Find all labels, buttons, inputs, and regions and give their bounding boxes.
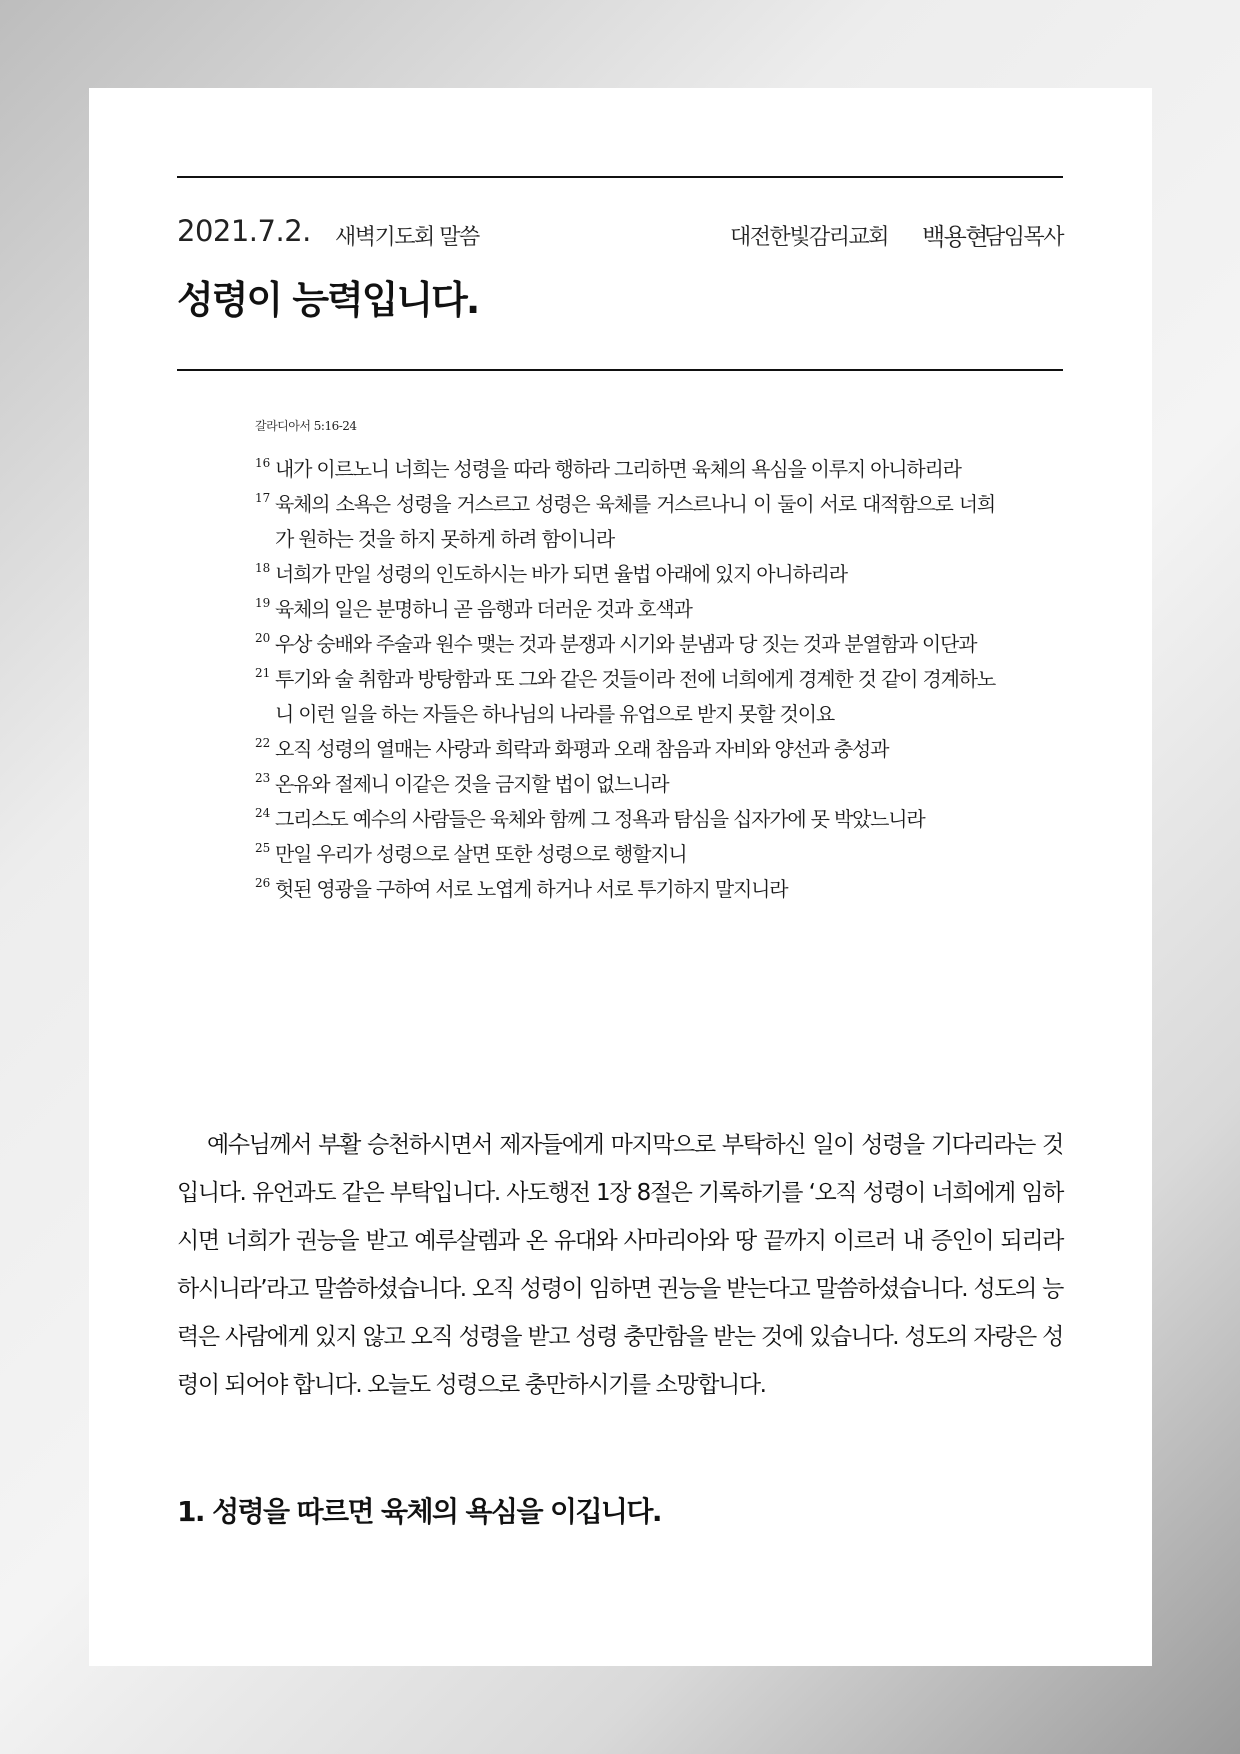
verse-text: 너희가 만일 성령의 인도하시는 바가 되면 율법 아래에 있지 아니하리라 [275,562,847,586]
verse-number: 23 [255,771,271,785]
scripture-verse-list [255,452,995,907]
scripture-verse [255,732,995,767]
verse-number: 24 [255,806,271,820]
verse-number: 17 [255,491,271,505]
scripture-reference: 갈라디아서 5:16-24 [255,419,357,433]
sermon-paragraph: 예수님께서 부활 승천하시면서 제자들에게 마지막으로 부탁하신 일이 성령을 기다리라는 것입니다. 유언과도 같은 부탁입니다. 사도행전 1장 8절은 기록하기를 ‘오직 성령이 너희에게 임하시면 너희가 권능을 받고 예루살렘과 온 유대와 사마리아와 땅 끝까지 이르러 내 증인이 되리라 하시니라’라고 말씀하셨습니다. 오직 성령이 임하면 권능을 받는다고 말씀하셨습니다. 성도의 능력은 사람에게 있지 않고 오직 성령을 받고 성령 충만함을 받는 것에 있습니다. 성도의 자랑은 성령이 되어야 합니다. 오늘도 성령으로 충만하시기를 소망합니다. [177,1132,1064,1398]
header-top-rule [177,176,1063,178]
scripture-verse [255,557,995,592]
verse-number: 18 [255,561,271,575]
document-header [177,214,1063,254]
scripture-verse [255,872,995,907]
scripture-verse [255,837,995,872]
scripture-verse [255,802,995,837]
scripture-verse [255,662,995,732]
document-page [89,88,1152,1666]
verse-text: 육체의 일은 분명하니 곧 음행과 더러운 것과 호색과 [275,597,692,621]
verse-text: 만일 우리가 성령으로 살면 또한 성령으로 행할지니 [275,842,687,866]
verse-number: 25 [255,841,271,855]
verse-number: 22 [255,736,271,750]
header-bottom-rule [177,369,1063,371]
scripture-verse [255,452,995,487]
pastor-title: 담임목사 [983,225,1063,250]
verse-number: 21 [255,666,271,680]
verse-text: 육체의 소욕은 성령을 거스르고 성령은 육체를 거스르나니 이 둘이 서로 대적함으로 너희가 원하는 것을 하지 못하게 하려 함이니라 [275,492,995,551]
verse-text: 헛된 영광을 구하여 서로 노엽게 하거나 서로 투기하지 말지니라 [275,877,788,901]
verse-number: 26 [255,876,271,890]
sermon-category: 새벽기도회 말씀 [335,225,479,250]
verse-text: 우상 숭배와 주술과 원수 맺는 것과 분쟁과 시기와 분냄과 당 짓는 것과 분열함과 이단과 [275,632,977,656]
verse-text: 오직 성령의 열매는 사랑과 희락과 화평과 오래 참음과 자비와 양선과 충성과 [275,737,889,761]
verse-text: 그리스도 예수의 사람들은 육체와 함께 그 정욕과 탐심을 십자가에 못 박았느니라 [275,807,925,831]
scripture-verse [255,627,995,662]
scripture-verse [255,592,995,627]
church-name: 대전한빛감리교회 [729,225,888,250]
scripture-verse [255,767,995,802]
page-title: 성령이 능력입니다. [177,278,479,322]
verse-number: 16 [255,456,271,470]
verse-text: 투기와 술 취함과 방탕함과 또 그와 같은 것들이라 전에 너희에게 경계한 것 같이 경계하노니 이런 일을 하는 자들은 하나님의 나라를 유업으로 받지 못할 것이요 [275,667,995,726]
verse-number: 19 [255,596,271,610]
sermon-date: 2021.7.2. [177,214,311,248]
section-heading: 1. 성령을 따르면 육체의 욕심을 이깁니다. [177,1495,661,1528]
scripture-verse [255,487,995,557]
verse-number: 20 [255,631,271,645]
pastor-name: 백용현 [921,223,987,251]
verse-text: 온유와 절제니 이같은 것을 금지할 법이 없느니라 [275,772,669,796]
verse-text: 내가 이르노니 너희는 성령을 따라 행하라 그리하면 육체의 욕심을 이루지 아니하리라 [275,457,961,481]
